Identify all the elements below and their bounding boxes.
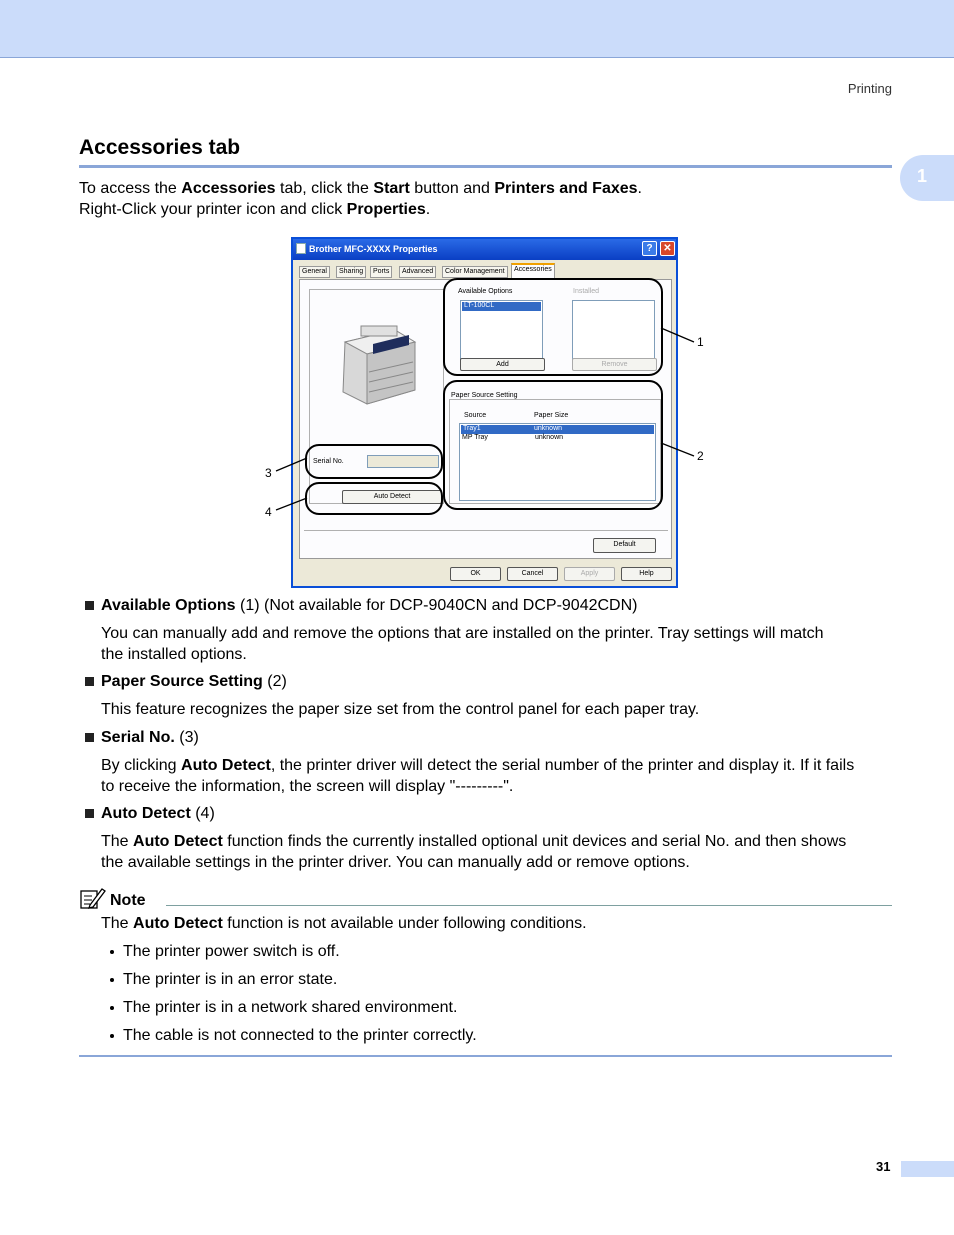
default-button[interactable]: Default (593, 538, 656, 553)
bullet-heading: Paper Source Setting (2) (101, 673, 287, 690)
callout-number: 1 (697, 335, 704, 349)
help-button[interactable]: Help (621, 567, 672, 581)
note-bottom-rule (79, 1055, 892, 1057)
bullet-heading: Auto Detect (4) (101, 805, 215, 822)
tab-advanced[interactable]: Advanced (399, 266, 436, 278)
description-line: the installed options. (101, 645, 247, 663)
bullet-dot (110, 1034, 114, 1038)
size-cell: unknown (535, 434, 564, 441)
description-line: You can manually add and remove the options that are installed on the printer. Tray settings will match (101, 625, 824, 642)
ok-button[interactable]: OK (450, 567, 501, 581)
running-head: Printing (847, 81, 892, 96)
bullet-heading: Available Options (1) (Not available for DCP-9040CN and DCP-9042CDN) (101, 597, 638, 614)
size-cell: unknown (534, 425, 563, 432)
note-icon (80, 887, 106, 909)
tab-general[interactable]: General (299, 266, 330, 278)
source-column-header: Source (464, 412, 487, 419)
available-options-label: Available Options (458, 288, 513, 295)
source-cell: Tray1 (463, 425, 481, 432)
intro-line: Right-Click your printer icon and click Properties. (79, 200, 431, 218)
bullet-heading: Serial No. (3) (101, 729, 199, 746)
serial-number-label: Serial No. (313, 458, 344, 465)
callout-number: 3 (265, 466, 272, 480)
note-label: Note (110, 892, 146, 909)
chapter-number: 1 (917, 166, 928, 186)
bullet-square (85, 809, 94, 818)
cancel-button[interactable]: Cancel (507, 567, 558, 581)
tab-accessories[interactable]: Accessories (511, 263, 555, 278)
dialog-title: Brother MFC-XXXX Properties (309, 244, 438, 254)
tab-color-management[interactable]: Color Management (442, 266, 508, 278)
remove-button[interactable]: Remove (572, 358, 657, 371)
paper-size-column-header: Paper Size (534, 412, 569, 419)
apply-button[interactable]: Apply (564, 567, 615, 581)
description-line: By clicking Auto Detect, the printer driver will detect the serial number of the printer and display it. If it fails (101, 757, 855, 774)
callout-number: 4 (265, 505, 272, 519)
list-item[interactable]: LT-100CL (462, 302, 541, 311)
section-title: Accessories tab (79, 136, 241, 159)
note-item: The printer power switch is off. (123, 943, 340, 960)
callout-number: 2 (697, 449, 704, 463)
close-icon[interactable]: ✕ (660, 241, 675, 256)
bullet-square (85, 677, 94, 686)
bullet-square (85, 733, 94, 742)
bullet-description (101, 756, 892, 797)
intro-line: To access the Accessories tab, click the Start button and Printers and Faxes. (79, 180, 642, 197)
note-item: The cable is not connected to the printer correctly. (123, 1027, 477, 1044)
paper-source-label: Paper Source Setting (451, 392, 518, 399)
bullet-description (101, 624, 892, 665)
bullet-square (85, 601, 94, 610)
auto-detect-button[interactable]: Auto Detect (342, 490, 442, 504)
bullet-dot (110, 1006, 114, 1010)
description-line: to receive the information, the screen will display "---------". (101, 777, 514, 795)
tab-ports[interactable]: Ports (370, 266, 392, 278)
note-text: The Auto Detect function is not available under following conditions. (101, 915, 587, 932)
tab-sharing[interactable]: Sharing (336, 266, 366, 278)
description-line: the available settings in the printer driver. You can manually add or remove options. (101, 853, 690, 871)
add-button[interactable]: Add (460, 358, 545, 371)
note-item: The printer is in a network shared environment. (123, 999, 458, 1016)
note-rule (166, 905, 892, 906)
help-icon[interactable]: ? (642, 241, 657, 256)
source-cell: MP Tray (462, 434, 488, 441)
bullet-description (101, 700, 892, 721)
description-line: This feature recognizes the paper size set from the control panel for each paper tray. (101, 701, 700, 718)
note-item: The printer is in an error state. (123, 971, 338, 988)
bullet-dot (110, 950, 114, 954)
description-line: The Auto Detect function finds the currently installed optional unit devices and serial No. and then shows (101, 833, 847, 850)
page-number: 31 (876, 1159, 891, 1174)
installed-label: Installed (573, 288, 600, 295)
bullet-dot (110, 978, 114, 982)
bullet-description (101, 832, 892, 873)
page-number-bar (901, 1161, 954, 1177)
